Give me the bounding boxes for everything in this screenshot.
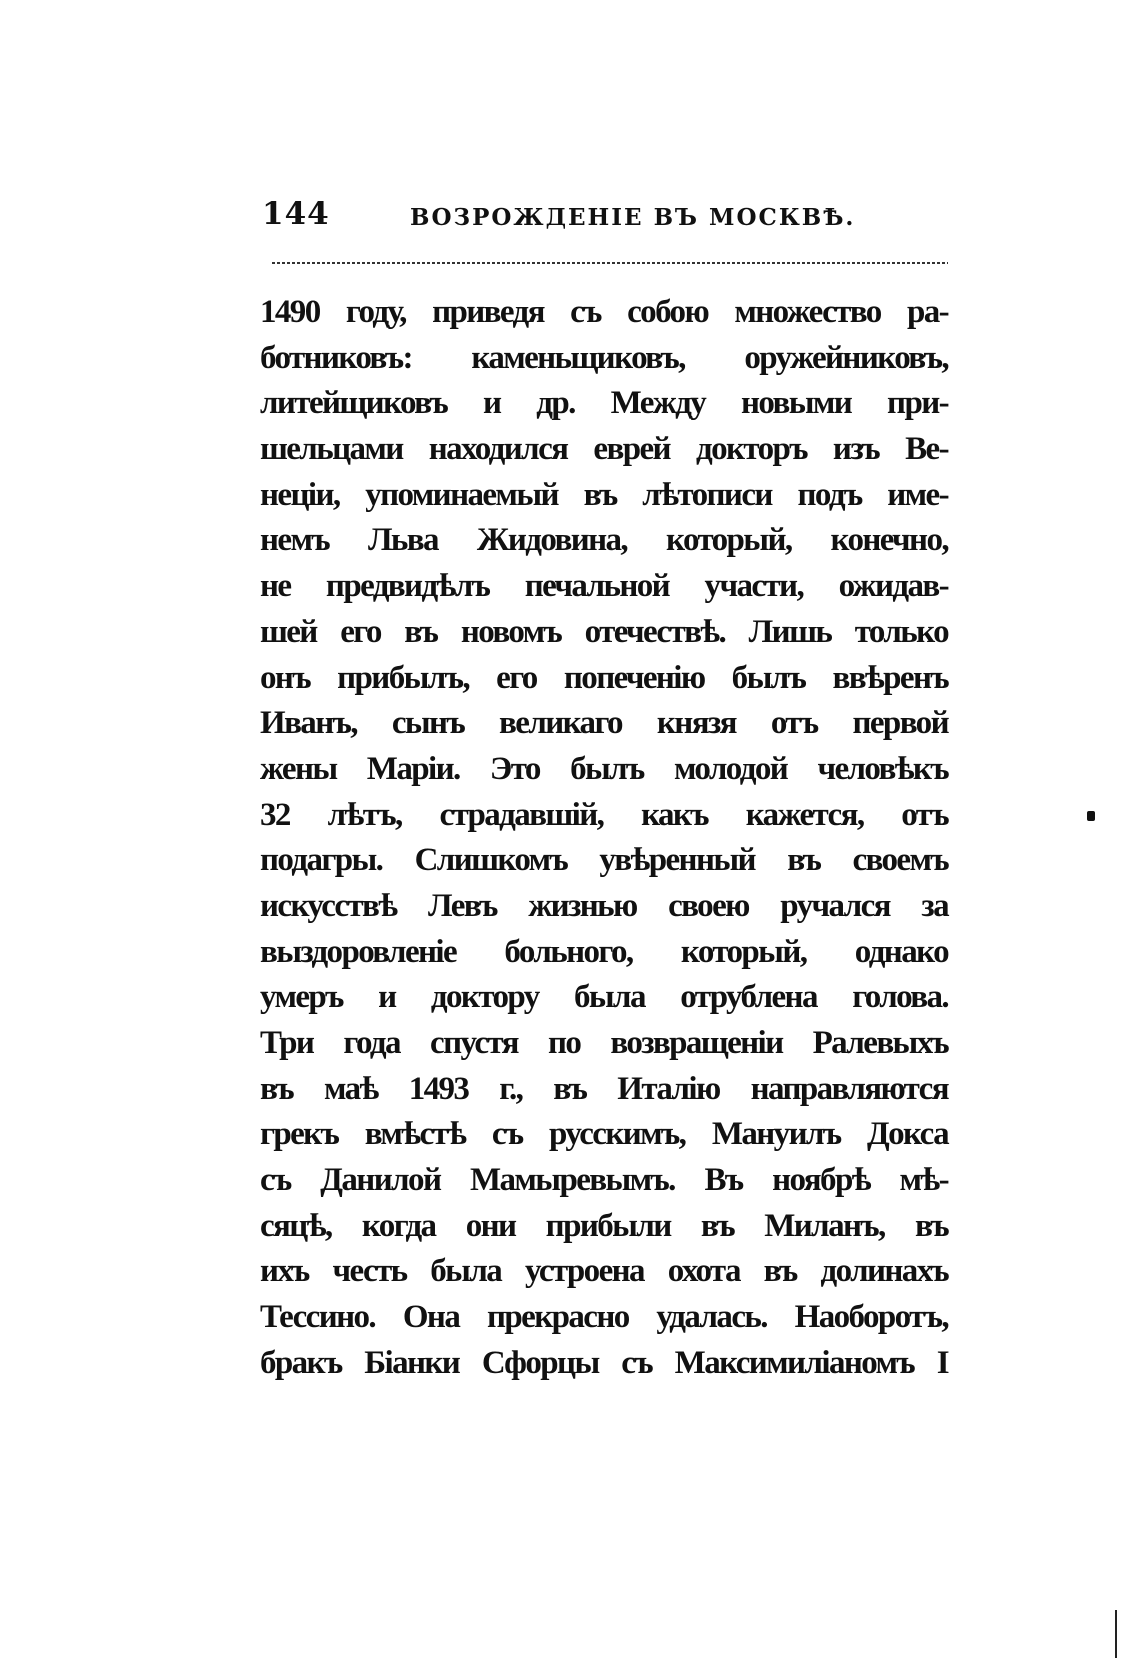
text-line: неціи, упоминаемый въ лѣтописи подъ име- (260, 476, 948, 513)
text-line: грекъ вмѣстѣ съ русскимъ, Мануилъ Докса (260, 1116, 948, 1153)
header-rule (272, 262, 948, 264)
text-line: съ Данилой Мамыревымъ. Въ ноябрѣ мѣ- (260, 1162, 948, 1199)
text-line: литейщиковъ и др. Между новыми при- (260, 385, 948, 422)
text-line: Тессино. Она прекрасно удалась. Наоборотъ, (260, 1299, 948, 1336)
text-line: бракъ Біанки Сфорцы съ Максимиліаномъ I (260, 1344, 948, 1381)
text-line: умеръ и доктору была отрублена голова. (260, 979, 948, 1016)
text-line: выздоровленіе больного, который, однако (260, 933, 948, 970)
page-number: 144 (262, 196, 330, 232)
text-line: онъ прибылъ, его попеченію былъ ввѣренъ (260, 659, 948, 696)
running-header (262, 196, 952, 246)
running-title: ВОЗРОЖДЕНІЕ ВЪ МОСКВѢ. (410, 204, 856, 231)
text-line: ботниковъ: каменьщиковъ, оружейниковъ, (260, 339, 948, 376)
text-line: немъ Льва Жидовина, который, конечно, (260, 522, 948, 559)
text-line: сяцѣ, когда они прибыли въ Миланъ, въ (260, 1207, 948, 1244)
text-line: Три года спустя по возвращеніи Ралевыхъ (260, 1025, 948, 1061)
text-line: Иванъ, сынъ великаго князя отъ первой (260, 705, 948, 742)
text-line: шей его въ новомъ отечествѣ. Лишь только (260, 613, 948, 650)
body-text (260, 290, 948, 1387)
text-line: искусствѣ Левъ жизнью своею ручался за (260, 887, 948, 924)
text-line: 32 лѣтъ, страдавшій, какъ кажется, отъ (260, 796, 948, 833)
margin-mark (1087, 811, 1095, 821)
text-line: 1490 году, приведя съ собою множество ра- (260, 294, 948, 330)
page-edge-mark (1115, 1610, 1117, 1658)
text-line: подагры. Слишкомъ увѣренный въ своемъ (260, 842, 948, 879)
text-line: не предвидѣлъ печальной участи, ожидав- (260, 568, 948, 605)
text-line: въ маѣ 1493 г., въ Италію направляются (260, 1070, 948, 1107)
text-line: шельцами находился еврей докторъ изъ Ве- (260, 431, 948, 468)
text-line: ихъ честь была устроена охота въ долинахъ (260, 1253, 948, 1290)
text-line: жены Маріи. Это былъ молодой человѣкъ (260, 750, 948, 787)
